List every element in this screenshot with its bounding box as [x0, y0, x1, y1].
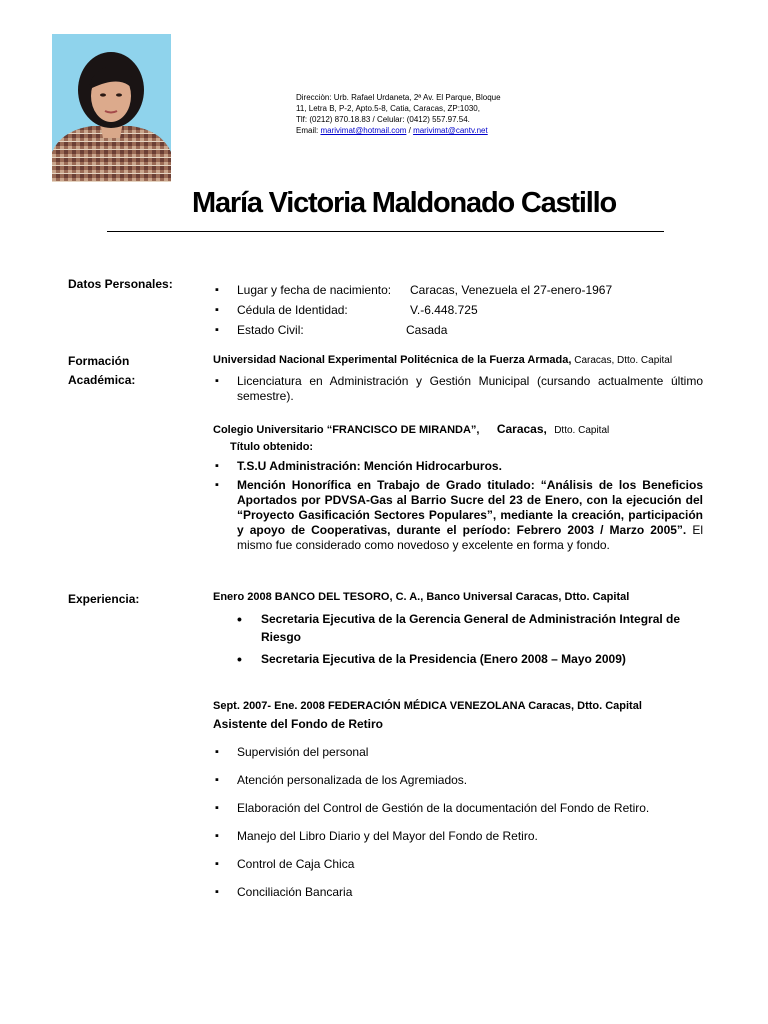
- education-heading-line-2: Académica:: [68, 373, 136, 387]
- address-line-1: Direcciòn: Urb. Rafael Urdaneta, 2ª Av. El Parque, Bloque: [296, 93, 501, 102]
- job-1-role: • Secretaria Ejecutiva de la Presidencia (Enero 2008 – Mayo 2009): [213, 650, 711, 668]
- personal-data-list: [213, 280, 703, 340]
- education-heading: [68, 352, 198, 390]
- job-entry-2: [213, 699, 703, 906]
- job-2-header: Sept. 2007- Ene. 2008 FEDERACIÓN MÉDICA VENEZOLANA Caracas, Dtto. Capital: [213, 700, 642, 712]
- personal-item: [213, 320, 703, 340]
- university-name: Universidad Nacional Experimental Politécnica de la Fuerza Armada,: [213, 354, 572, 366]
- college-entry: [213, 422, 703, 553]
- job-2-duty: ▪ Elaboración del Control de Gestión de la documentación del Fondo de Retiro.: [213, 794, 703, 822]
- job-2-duty: ▪ Atención personalizada de los Agremiados.: [213, 766, 703, 794]
- email-line: [296, 125, 556, 136]
- personal-value: Casada: [406, 323, 448, 337]
- university-degree: ▪ Licenciatura en Administración y Gestión Municipal (cursando actualmente último semestre).: [213, 374, 703, 404]
- personal-value: Caracas, Venezuela el 27-enero-1967: [410, 283, 613, 297]
- job-1-header: Enero 2008 BANCO DEL TESORO, C. A., Banco Universal Caracas, Dtto. Capital: [213, 591, 630, 603]
- job-2-duty: ▪ Supervisión del personal: [213, 738, 703, 766]
- personal-key: ▪ Lugar y fecha de nacimiento:: [237, 283, 392, 297]
- honor-mention-note: El mismo fue considerado como novedoso y excelente en forma y fondo.: [237, 523, 703, 552]
- honor-mention-title: Mención Honorífica en Trabajo de Grado titulado: “Análisis de los Beneficios Aportados por PDVSA-Gas al Barrio Sucre del 23 de Enero, con la ejecución del “Proyecto Gasificación Sectores Populares”, mediante la creación, participación y apoyo de Cooperativas, durante el período: Febrero 2003 / Marzo 2005”.: [237, 478, 703, 537]
- job-2-duties: [213, 738, 703, 906]
- email-label: Email:: [296, 126, 319, 135]
- candidate-name: María Victoria Maldonado Castillo: [192, 187, 616, 219]
- college-header: [213, 422, 703, 438]
- personal-value: V.-6.448.725: [410, 303, 478, 317]
- email-separator: /: [406, 126, 414, 135]
- job-2-duty: ▪ Manejo del Libro Diario y del Mayor del Fondo de Retiro.: [213, 822, 703, 850]
- job-entry-1: [213, 590, 703, 668]
- personal-item: [213, 280, 703, 300]
- college-city: Caracas,: [496, 422, 547, 436]
- phone-line: Tlf: (0212) 870.18.83 / Celular: (0412) 557.97.54.: [296, 115, 470, 124]
- university-location: Caracas, Dtto. Capital: [571, 355, 673, 366]
- honor-mention: [213, 478, 703, 553]
- email-link-2[interactable]: marivimat@cantv.net: [413, 126, 488, 135]
- address-line-2: 11, Letra B, P-2, Apto.5-8, Catia, Caracas, ZP:1030,: [296, 104, 480, 113]
- title-obtained: ▪ T.S.U Administración: Mención Hidrocarburos.: [213, 459, 703, 474]
- job-1-role: • Secretaria Ejecutiva de la Gerencia General de Administración Integral de Riesgo: [213, 610, 691, 646]
- college-name: Colegio Universitario “FRANCISCO DE MIRANDA”,: [213, 424, 480, 436]
- job-2-duty: ▪ Control de Caja Chica: [213, 850, 703, 878]
- title-obtained-label: Título obtenido:: [230, 441, 314, 453]
- university-header: [213, 352, 703, 368]
- experience-heading: Experiencia:: [68, 592, 140, 606]
- job-2-title: Asistente del Fondo de Retiro: [213, 717, 384, 731]
- job-2-duty: ▪ Conciliación Bancaria: [213, 878, 703, 906]
- personal-item: [213, 300, 703, 320]
- education-heading-line-1: Formación: [68, 354, 130, 368]
- personal-data-heading: Datos Personales:: [68, 277, 173, 291]
- college-location: Dtto. Capital: [554, 425, 610, 436]
- profile-photo: [52, 34, 171, 182]
- university-entry: [213, 352, 703, 404]
- personal-key: ▪ Cédula de Identidad:: [237, 303, 348, 317]
- email-link-1[interactable]: marivimat@hotmail.com: [320, 126, 407, 135]
- personal-key: ▪ Estado Civil:: [237, 323, 304, 337]
- name-divider: [107, 231, 664, 232]
- contact-info: [296, 92, 556, 136]
